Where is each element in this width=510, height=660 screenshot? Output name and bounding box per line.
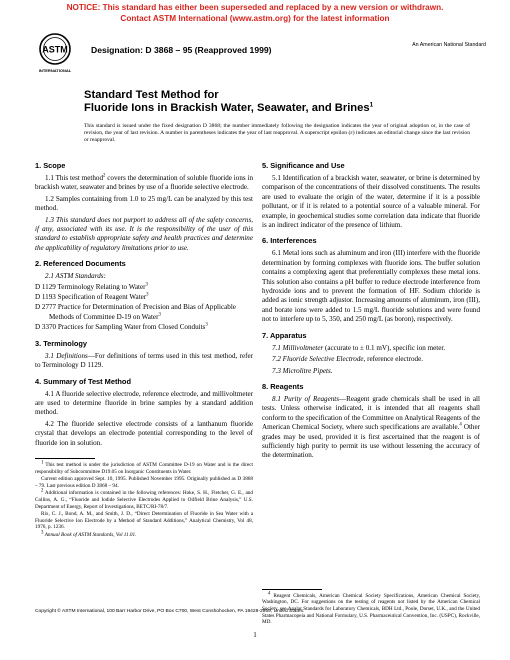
footnote-marker: 3 [146,292,149,298]
footnote-text: Reagent Chemicals, American Chemical Society Specifications, American Chemical Society, Washington, DC. For suggestions on the testing of reagents not listed by the American Chemical Society, see Analar Standards for Laboratory Chemicals, BDH Ltd., Poole, Dorset, U.K., and the United States Pharmacopeia and National Formulary, U.S. Pharmaceutical Convention, Inc. (USPC), Rockville, MD. [262,592,480,626]
paragraph [262,355,480,364]
footnote [35,490,253,510]
footnote-marker: 2 [103,173,106,179]
footnote: Rix, C. J., Bond, A. M., and Smith, J. D., “Direct Determination of Fluoride in Sea Water with a Fluoride Selective Ion Electrode by a Method of Standard Additions,” Analytical Chemistry, Vol 48, 1976, p. 1236. [35,511,253,531]
paragraph: 7.3 Microlitre Pipets. [272,366,333,375]
american-national-standard: An American National Standard [412,42,486,48]
reference-item [35,293,253,302]
paragraph-text: —Reagent grade chemicals shall be used in all tests. Unless otherwise indicated, it is intended that all reagents shall conform to the specification of the Committee on Analytical Reagents of the American Chemical Society, where such specifications are available. [262,394,480,432]
reference-item [35,283,253,292]
copyright-line: Copyright © ASTM International, 100 Barr Harbor Drive, PO Box C700, West Conshohocken, PA 19428-2959, United States. [35,609,305,614]
title-footnote-marker: 1 [369,101,374,109]
section-heading: 7. Apparatus [262,330,307,340]
paragraph-text: Other grades may be used, provided it is first ascertained that the reagent is of sufficiently high purity to permit its use without lessening the accuracy of the determination. [262,423,480,460]
paragraph: 1.3 This standard does not purport to address all of the safety concerns, if any, associated with its use. It is the responsibility of the user of this standard to establish appropriate safety and health practices and determine the applicability of regulatory limitations prior to use. [35,215,253,252]
paragraph: 1.2 Samples containing from 1.0 to 25 mg/L can be analyzed by this test method. [35,194,253,213]
designation: Designation: D 3868 – 95 (Reapproved 1999) [91,45,272,55]
section-apparatus [262,331,480,376]
section-referenced-documents [35,259,253,332]
reference-text: D 1193 Specification of Reagent Water [35,293,147,302]
footnote [35,532,253,539]
paragraph: 4.1 A fluoride selective electrode, reference electrode, and millivoltmeter are used to determine fluoride in brine samples by a standard addition method. [35,389,253,417]
paragraph [35,352,253,371]
paragraph [262,344,480,353]
reference-text: D 3370 Practices for Sampling Water from Closed Conduits [35,323,206,332]
title-line-2 [84,102,373,115]
title-line-1: Standard Test Method for [84,89,219,101]
reference-text: D 1129 Terminology Relating to Water [35,282,146,291]
logo-text: ASTM [42,44,68,55]
footnote-marker: 3 [158,312,161,318]
paragraph: 4.2 The fluoride selective electrode consists of a lanthanum fluoride crystal that develops an electrode potential corresponding to the level of fluoride ion in solution. [35,419,253,447]
footnote-divider [35,458,95,459]
right-column [262,161,480,627]
paragraph-text: covers the determination of soluble fluoride ions in brackish water, seawater and brines by use of a fluoride selective electrode. [35,174,253,192]
section-summary [35,377,253,448]
paragraph-label: 7.1 Millivoltmeter [272,343,324,352]
paragraph-label: 8.1 Purity of Reagents [272,394,340,403]
paragraph-label: 3.1 Definitions [45,351,88,360]
footnote-marker: 1 [41,460,44,466]
document-title [84,89,373,115]
footnote [35,462,253,475]
footnote-text: Annual Book of ASTM Standards, Vol 11.01. [44,531,137,538]
notice-line-2: Contact ASTM International (www.astm.org) for the latest information [120,13,390,23]
footnote-text: Additional information is contained in the following references: Hoke, S. H., Fletcher, G. E., and Collins, A. G., “Fluoride and Iodide Selective Electrodes Applied to Oilfield Brine Analysis,” U.S. Department of Energy, Report of Investigations, BETC/RI-78/7. [35,490,253,510]
footnote-divider [262,589,322,590]
notice-line-1: NOTICE: This standard has either been superseded and replaced by a new version or withdrawn. [66,3,444,12]
title-line-2-text: Fluoride Ions in Brackish Water, Seawater, and Brines [84,102,370,114]
section-scope [35,161,253,253]
footnote-marker: 3 [41,530,44,536]
paragraph-label: 7.2 Fluoride Selective Electrode [272,355,364,364]
paragraph-text: (accurate to ± 0.1 mV), specific ion meter. [323,343,446,352]
section-heading: 5. Significance and Use [262,161,345,170]
astm-logo-icon [38,32,72,76]
footnote-marker: 3 [205,322,208,328]
paragraph: 5.1 Identification of a brackish water, seawater, or brine is determined by comparison of the concentrations of their dissolved constituents. The results are used to evaluate the origin of the water, determine if it is a possible pollutant, or if it is related to a potential source of a valuable mineral. For example, in geochemical studies some correlation data indicate that fluoride is an indirect indicator of the presence of lithium. [262,174,480,230]
footnote: Current edition approved Sept. 10, 1995. Published November 1995. Originally published as D 3868 – 79. Last previous edition D 3868 – 94. [35,476,253,489]
paragraph-text: 1.1 This test method [45,174,104,182]
section-heading: 4. Summary of Test Method [35,376,131,386]
section-heading: 8. Reagents [262,381,304,391]
issuance-note: This standard is issued under the fixed designation D 3868; the number immediately following the designation indicates the year of original adoption or, in the case of revision, the year of last revision. A number in parentheses indicates the year of last reapproval. A superscript epsilon (ε) indicates an editorial change since the last revision or reapproval. [84,123,470,144]
footnote-marker: 2 [41,488,44,494]
section-heading: 2. Referenced Documents [35,259,126,269]
section-heading: 1. Scope [35,161,66,170]
section-interferences [262,236,480,324]
column-spacer [262,467,480,579]
section-heading: 6. Interferences [262,236,317,246]
left-column [35,161,253,539]
reference-item [35,303,253,322]
section-heading: 3. Terminology [35,338,88,348]
footnote-marker: 4 [268,591,271,597]
reference-heading: 2.1 ASTM Standards: [45,272,106,281]
footnote-marker: 4 [459,422,462,428]
paragraph-text: , reference electrode. [363,355,423,364]
paragraph: 6.1 Metal ions such as aluminum and iron (III) interfere with the fluoride determination by forming complexes with fluoride ions. The buffer solution contains a complexing agent that preferentially complexes these metal ions. This solution also contains a pH buffer to reduce electrode interference from hydroxide ions and to prevent the formation of HF. Sodium chloride is added as ionic strength adjustor. Increasing amounts of aluminum, iron (III), and borate ions were added to 1.5 mg/L fluoride solutions and were found not to interfere up to 5, 350, and 250 mg/L (as boron), respectively. [262,249,480,324]
section-significance [262,161,480,230]
supersession-notice [0,3,510,24]
reference-text: D 2777 Practice for Determination of Precision and Bias of Applicable Methods of Committee D-19 on Water [35,303,236,321]
paragraph [262,395,480,461]
footnote-text: This test method is under the jurisdiction of ASTM Committee D-19 on Water and is the direct responsibility of Subcommittee D19.05 on Inorganic Constituents in Water. [35,461,253,475]
paragraph-text: —For definitions of terms used in this test method, refer to Terminology D 1129. [35,351,254,370]
reference-item [35,323,253,332]
logo-subtext: INTERNATIONAL [38,68,72,73]
paragraph [35,174,253,193]
footnote-marker: 3 [145,282,148,288]
page-number: 1 [253,631,257,639]
section-terminology [35,339,253,371]
section-reagents [262,382,480,461]
